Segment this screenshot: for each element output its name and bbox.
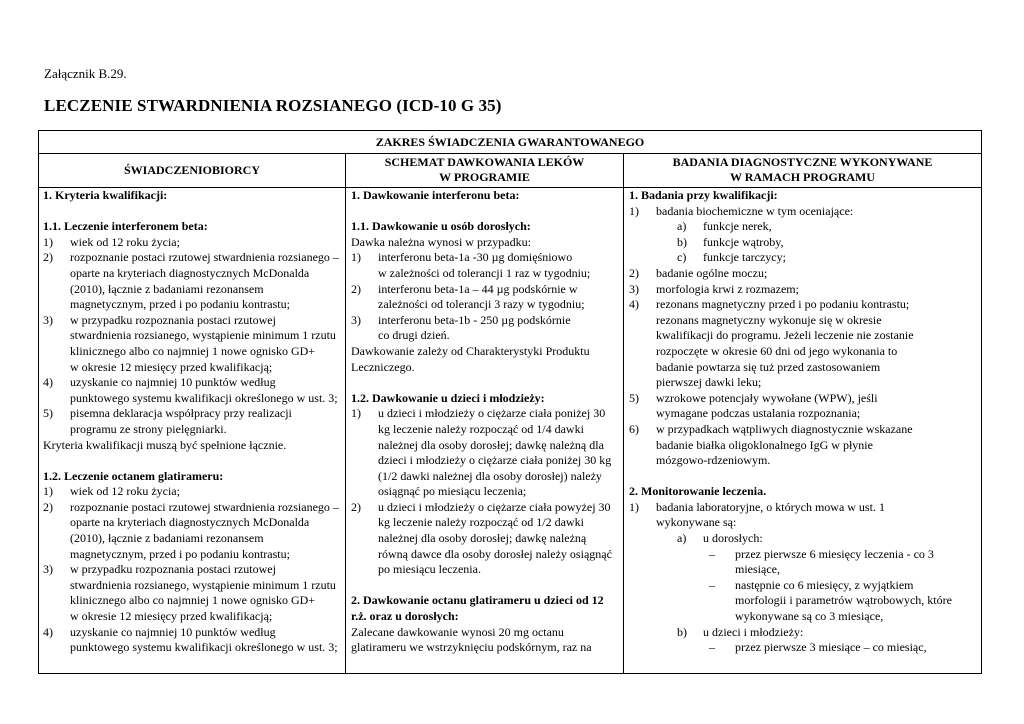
dash-item: – przez pierwsze 3 miesiące – co miesiąc, xyxy=(709,640,927,655)
list-item-cont: (2010), łącznie z badaniami rezonansem xyxy=(70,531,264,546)
list-item-cont: równą dawce dla osoby dorosłej należy osiągnąć xyxy=(378,546,612,561)
list-item-cont: stwardnienia rozsianego, wystąpienie minimum 1 rzutu xyxy=(70,577,336,592)
list-item-cont: w okresie 12 miesięcy przed kwalifikacją; xyxy=(70,609,273,624)
section-heading: 1. Badania przy kwalifikacji: xyxy=(629,188,778,202)
list-item: 4) uzyskanie co najmniej 10 punktów według xyxy=(43,624,276,639)
column-divider xyxy=(623,153,624,674)
list-item: 2) rozpoznanie postaci rzutowej stwardnienia rozsianego – xyxy=(43,250,339,265)
sub-item: a) funkcje nerek, xyxy=(677,219,772,234)
list-item-cont: co drugi dzień. xyxy=(378,328,450,343)
list-item-cont: zależności od tolerancji 3 razy w tygodniu; xyxy=(378,297,585,312)
list-item: 1) u dzieci i młodzieży o ciężarze ciała poniżej 30 xyxy=(351,406,606,421)
list-item-cont: punktowego systemu kwalifikacji określonego w ust. 3; xyxy=(70,390,338,405)
list-item: 3) w przypadku rozpoznania postaci rzutowej xyxy=(43,312,276,327)
list-item-cont: należnej dla osoby dorosłej; dawkę należną xyxy=(378,531,587,546)
list-item-cont: pierwszej dawki leku; xyxy=(656,375,762,390)
list-item: 2) u dzieci i młodzieży o ciężarze ciała powyżej 30 xyxy=(351,499,611,514)
column-divider xyxy=(345,153,346,674)
annex-label: Załącznik B.29. xyxy=(44,66,127,81)
list-item: 1) badania laboratoryjne, o których mowa w ust. 1 xyxy=(629,499,885,514)
list-item-cont: klinicznego albo co najmniej 1 nowe ognisko GD+ xyxy=(70,343,316,358)
dash-item: – przez pierwsze 6 miesięcy leczenia - co 3 xyxy=(709,546,934,561)
list-item-cont: badanie powtarza się tuż przed zastosowaniem xyxy=(656,359,881,374)
list-item: 2) interferonu beta-1a – 44 µg podskórnie w xyxy=(351,281,578,296)
list-item-cont: mózgowo-rdzeniowym. xyxy=(656,453,771,468)
sub-item: c) funkcje tarczycy; xyxy=(677,250,786,265)
section-heading: 1.1. Dawkowanie u osób dorosłych: xyxy=(351,219,531,234)
list-item-cont: (1/2 dawki należnej dla osoby dorosłej) należy xyxy=(378,468,602,483)
section-heading: 1.1. Leczenie interferonem beta: xyxy=(43,219,208,234)
dosage-note: Dawkowanie zależy od Charakterystyki Produktu xyxy=(351,343,590,358)
list-item-cont: kg leczenie należy rozpocząć od 1/2 dawki xyxy=(378,515,584,530)
section-heading: 1.2. Dawkowanie u dzieci i młodzieży: xyxy=(351,390,545,405)
list-item-cont: po miesiącu leczenia. xyxy=(378,562,481,577)
section-heading: 2. Monitorowanie leczenia. xyxy=(629,484,767,499)
dash-item-cont: miesiące, xyxy=(735,562,780,577)
list-item: 1) interferonu beta-1a -30 µg domięśniowo xyxy=(351,250,573,265)
list-item: 3) morfologia krwi z rozmazem; xyxy=(629,281,799,296)
list-item-cont: programu ze strony pielęgniarki. xyxy=(70,421,227,436)
list-item-cont: kwalifikacji do programu. Jeżeli leczenie nie zostanie xyxy=(656,328,914,343)
dosage-note: glatirameru we wstrzyknięciu podskórnym, raz na xyxy=(351,640,592,655)
dosage-note: Leczniczego. xyxy=(351,359,415,374)
list-item-cont: w okresie 12 miesięcy przed kwalifikacją; xyxy=(70,359,273,374)
list-item: 6) w przypadkach wątpliwych diagnostycznie wskazane xyxy=(629,421,913,436)
list-item: 3) interferonu beta-1b - 250 µg podskórnie xyxy=(351,312,571,327)
table-main-header: ZAKRES ŚWIADCZENIA GWARANTOWANEGO xyxy=(39,131,981,154)
list-item-cont: oparte na kryteriach diagnostycznych McDonalda xyxy=(70,515,310,530)
sub-item: a) u dorosłych: xyxy=(677,531,763,546)
list-item-cont: stwardnienia rozsianego, wystąpienie minimum 1 rzutu xyxy=(70,328,336,343)
list-item: 4) rezonans magnetyczny przed i po podaniu kontrastu; xyxy=(629,297,910,312)
col1-content xyxy=(43,188,343,656)
list-item: 2) badanie ogólne moczu; xyxy=(629,265,768,280)
list-item: 1) badania biochemiczne w tym oceniające: xyxy=(629,203,854,218)
list-item-cont: kg leczenie należy rozpocząć od 1/4 dawki xyxy=(378,421,584,436)
dosage-note: Zalecane dawkowanie wynosi 20 mg octanu xyxy=(351,624,564,639)
list-item: 1) wiek od 12 roku życia; xyxy=(43,484,180,499)
col2-content xyxy=(351,188,621,656)
list-item-cont: osiągnąć po miesiącu leczenia; xyxy=(378,484,527,499)
list-item-cont: rezonans magnetyczny wykonuje się w okresie xyxy=(656,312,882,327)
list-item-cont: dzieci i młodzieży o ciężarze ciała poniżej 30 kg xyxy=(378,453,612,468)
list-item-cont: punktowego systemu kwalifikacji określonego w ust. 3; xyxy=(70,640,338,655)
program-table xyxy=(38,130,982,674)
col2-header-line2: W PROGRAMIE xyxy=(439,170,530,184)
col3-content xyxy=(629,188,979,656)
document-title: LECZENIE STWARDNIENIA ROZSIANEGO (ICD-10 G 35) xyxy=(44,96,502,115)
section-heading: r.ż. oraz u dorosłych: xyxy=(351,609,459,624)
col1-header-text: ŚWIADCZENIOBIORCY xyxy=(123,162,261,177)
list-item-cont: badanie białka oligoklonalnego IgG w płynie xyxy=(656,437,873,452)
list-item: 1) wiek od 12 roku życia; xyxy=(43,234,180,249)
list-item: 5) wzrokowe potencjały wywołane (WPW), jeśli xyxy=(629,390,878,405)
list-item-cont: w zależności od tolerancji 1 raz w tygodniu; xyxy=(378,265,591,280)
col3-header xyxy=(624,153,981,187)
sub-item: b) funkcje wątroby, xyxy=(677,234,784,249)
list-item: 2) rozpoznanie postaci rzutowej stwardnienia rozsianego – xyxy=(43,499,339,514)
list-item-cont: magnetycznym, przed i po podaniu kontrastu; xyxy=(70,297,290,312)
list-item-cont: wykonywane są: xyxy=(656,515,737,530)
list-item-cont: rozpoczęte w okresie 60 dni od jego wykonania to xyxy=(656,343,898,358)
list-item: 5) pisemna deklaracja współpracy przy realizacji xyxy=(43,406,292,421)
section-heading: 1. Dawkowanie interferonu beta: xyxy=(351,188,520,202)
list-item: 4) uzyskanie co najmniej 10 punktów według xyxy=(43,375,276,390)
list-item: 3) w przypadku rozpoznania postaci rzutowej xyxy=(43,562,276,577)
list-item-cont: klinicznego albo co najmniej 1 nowe ognisko GD+ xyxy=(70,593,316,608)
section-heading: 1. Kryteria kwalifikacji: xyxy=(43,188,168,202)
col1-header xyxy=(39,153,345,187)
section-heading: 2. Dawkowanie octanu glatirameru u dzieci od 12 xyxy=(351,593,604,608)
col3-header-line2: W RAMACH PROGRAMU xyxy=(729,170,876,184)
section-heading: 1.2. Leczenie octanem glatirameru: xyxy=(43,468,224,483)
col2-header xyxy=(346,153,623,187)
col3-header-line1: BADANIA DIAGNOSTYCZNE WYKONYWANE xyxy=(672,155,933,169)
list-item-cont: oparte na kryteriach diagnostycznych McDonalda xyxy=(70,265,310,280)
col2-header-line1: SCHEMAT DAWKOWANIA LEKÓW xyxy=(384,155,585,169)
list-item-cont: należnej dla osoby dorosłej; dawkę należną dla xyxy=(378,437,604,452)
criteria-note: Kryteria kwalifikacji muszą być spełnione łącznie. xyxy=(43,437,287,452)
list-item-cont: magnetycznym, przed i po podaniu kontrastu; xyxy=(70,546,290,561)
dash-item-cont: morfologii i parametrów wątrobowych, które xyxy=(735,593,952,608)
list-item-cont: wymagane podczas ustalania rozpoznania; xyxy=(656,406,861,421)
dosage-intro: Dawka należna wynosi w przypadku: xyxy=(351,234,531,249)
sub-item: b) u dzieci i młodzieży: xyxy=(677,624,804,639)
list-item-cont: (2010), łącznie z badaniami rezonansem xyxy=(70,281,264,296)
dash-item: – następnie co 6 miesięcy, z wyjątkiem xyxy=(709,577,914,592)
dash-item-cont: wykonywane są co 3 miesiące, xyxy=(735,609,884,624)
